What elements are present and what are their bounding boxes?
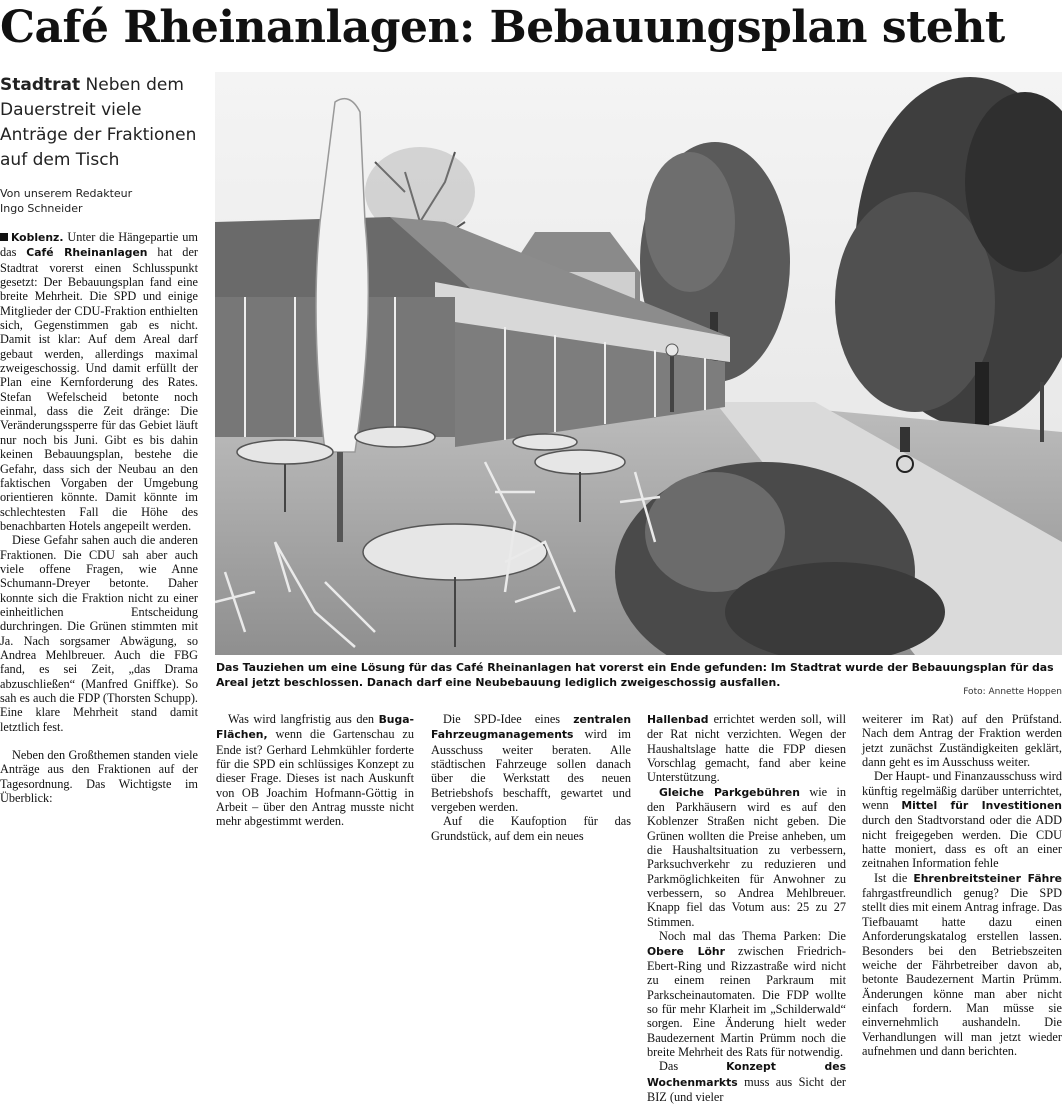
text: Noch mal das Thema Parken: Die xyxy=(659,929,846,944)
paragraph xyxy=(862,871,1062,1058)
cafe-terrace-photo xyxy=(215,72,1062,655)
kicker-label: Stadtrat xyxy=(0,75,81,95)
keyword: Café Rheinanlagen xyxy=(26,246,148,260)
text: wenn die Gartenschau zu Ende ist? Gerhard Lehmkühler forderte für die SPD ein schlüssiges Konzept zu dieser Frage. Dieses ist nach Auskunft von OB Joachim Hofmann-Göttig in Arbeit – über den Antrag musste nicht mehr abgestimmt werden. xyxy=(216,727,414,829)
paragraph xyxy=(0,230,198,533)
text: hat der Stadtrat vorerst einen Schlusspunkt gesetzt: Der Bebauungsplan fand eine breite Mehrheit. Die SPD und einige Mitglieder der CDU-Fraktion enthielten sich, Gegenstimmen gab es nicht. Damit ist klar: Auf dem Areal darf gebaut werden, allerdings maximal zweigeschossig. Und damit erfüllt der Plan eine Kernforderung des Rates. Stefan Wefelscheid betonte noch einmal, dass die Zeit dränge: Die Veränderungssperre für das Gebiet läuft nur noch bis Juni. Gibt es bis dahin keinen Bebauungsplan, bestehe die Gefahr, dass sich der Neubau an den faktischen Vorgaben der Umgebung orientieren könnte. Damit könnte im schlechtesten Fall die Höhe des benachbarten Hotels angepeilt werden. xyxy=(0,245,198,533)
paragraph: Auf die Kaufoption für das Grundstück, auf dem ein neues xyxy=(431,814,631,843)
article-column-5 xyxy=(862,712,1062,1058)
text: wie in den Parkhäusern wird es auf den Koblenzer Straßen nicht geben. Die Grünen wollten die Preise anheben, um die Haushaltsituation zu verbessern, Parksuchverkehr zu reduzieren und Parkmöglichkeiten für Anwohner zu verbessern, so Andrea Mehlbreuer. Knapp fiel das Votum aus: 25 zu 27 Stimmen. xyxy=(647,784,847,929)
text: errichtet werden soll, will der Rat nicht verzichten. Wegen der Haushaltslage hatte die FDP diesen Vorschlag gemacht, fand aber keine Unterstützung. xyxy=(647,712,847,785)
text: Ist die xyxy=(874,870,908,885)
byline-line1: Von unserem Redakteur xyxy=(0,187,133,200)
keyword: Obere Löhr xyxy=(647,944,725,958)
text: muss aus Sicht der BIZ (und vieler xyxy=(647,1074,846,1104)
paragraph: Neben den Großthemen standen viele Anträge aus den Fraktionen auf der Tagesordnung. Das Wichtigste im Überblick: xyxy=(0,748,198,806)
article-column-2 xyxy=(216,712,414,829)
text: Unter die Hängepartie um das xyxy=(0,230,198,260)
text: durch den Stadtvorstand oder die ADD nicht freigegeben werden. Die CDU hatte moniert, dass es oft an einer zeitnahen Information fehle xyxy=(862,813,1062,871)
keyword: zentralen Fahrzeugmanagements xyxy=(431,713,632,742)
byline-author: Ingo Schneider xyxy=(0,202,83,215)
article-column-4 xyxy=(647,712,846,1104)
paragraph xyxy=(862,769,1062,870)
text: Der Haupt- und Finanzausschuss wird künftig regelmäßig darüber unterrichtet, wenn xyxy=(862,769,1062,813)
text: Was wird langfristig aus den xyxy=(228,712,375,726)
photo-credit: Foto: Annette Hoppen xyxy=(963,687,1062,697)
paragraph xyxy=(647,929,846,1059)
byline xyxy=(0,186,205,216)
article-photo xyxy=(215,72,1062,655)
paragraph xyxy=(647,712,846,785)
text: fahrgastfreundlich genug? Die SPD stellt dies mit einem Antrag infrage. Das Tiefbauamt hatte dazu einen Anforderungskatalog erstellen lassen. Besonders bei den Betriebszeiten weiche der Fährbetreiber davon ab, betonte Baudezernent Martin Prümm. Änderungen könne man aber nicht einfach fordern. Man müsse sie einvernehmlich aushandeln. Die Verhandlungen will man jetzt wieder aufnehmen und dann berichten. xyxy=(862,886,1062,1058)
text: Das xyxy=(659,1059,679,1074)
keyword: Konzept des Wochenmarkts xyxy=(647,1060,846,1089)
paragraph xyxy=(431,712,631,814)
bullet-square-icon xyxy=(0,233,8,241)
text: zwischen Friedrich-Ebert-Ring und Rizzastraße wird nicht zu einem reinen Parkraum mit Parkscheinautomaten. Die FDP wollte so für mehr Klarheit im „Schilderwald“ sorgen. Eine Änderung hielt weder Baudezernent Martin Prümm noch die breite Mehrheit des Rats für notwendig. xyxy=(647,943,847,1059)
keyword: Buga-Flächen, xyxy=(216,713,414,742)
keyword: Gleiche Parkgebühren xyxy=(659,785,800,799)
keyword: Ehrenbreitsteiner Fähre xyxy=(913,871,1062,885)
keyword: Mittel für Investitionen xyxy=(901,799,1062,813)
paragraph: weiterer im Rat) auf den Prüfstand. Nach dem Antrag der Fraktion werden jetzt zunächst Zuständigkeiten geklärt, dann geht es im Ausschuss weiter. xyxy=(862,712,1062,770)
headline: Café Rheinanlagen: Bebauungsplan steht xyxy=(0,2,1005,53)
article-column-3 xyxy=(431,712,631,843)
kicker xyxy=(0,73,205,173)
paragraph xyxy=(216,712,414,829)
paragraph xyxy=(647,785,846,929)
text: wird im Ausschuss weiter beraten. Alle städtischen Fahrzeuge sollen danach über die Werkstatt des neuen Betriebshofs beschafft, gewartet und vergeben werden. xyxy=(431,727,631,815)
text: Die SPD-Idee eines xyxy=(443,712,561,726)
dateline: Koblenz. xyxy=(11,231,64,244)
keyword: Hallenbad xyxy=(647,713,709,726)
paragraph xyxy=(647,1059,846,1104)
article-column-1 xyxy=(0,230,198,805)
kicker-text: Neben dem Dauerstreit viele Anträge der Fraktionen auf dem Tisch xyxy=(0,75,197,170)
paragraph: Diese Gefahr sahen auch die anderen Fraktionen. Die CDU sah aber auch viele offene Fragen, wie Anne Schumann-Dreyer betonte. Daher konnte sich die Fraktion nicht zu einer einheitlichen Entscheidung durchringen. Die Grünen stimmten mit Ja. Nach sorgsamer Abwägung, so Andrea Mehlbreuer. Auch die FBG fand, es sei Zeit, „das Drama abzuschließen“ (Manfred Gniffke). So sah es auch die FDP (Thorsten Schupp). Eine klare Mehrheit stand damit letztlich fest. xyxy=(0,533,198,734)
photo-caption: Das Tauziehen um eine Lösung für das Café Rheinanlagen hat vorerst ein Ende gefunden: Im Stadtrat wurde der Bebauungsplan für das Areal jetzt beschlossen. Danach darf eine Neubebauung lediglich zweigeschossig ausfallen. xyxy=(216,661,1054,689)
